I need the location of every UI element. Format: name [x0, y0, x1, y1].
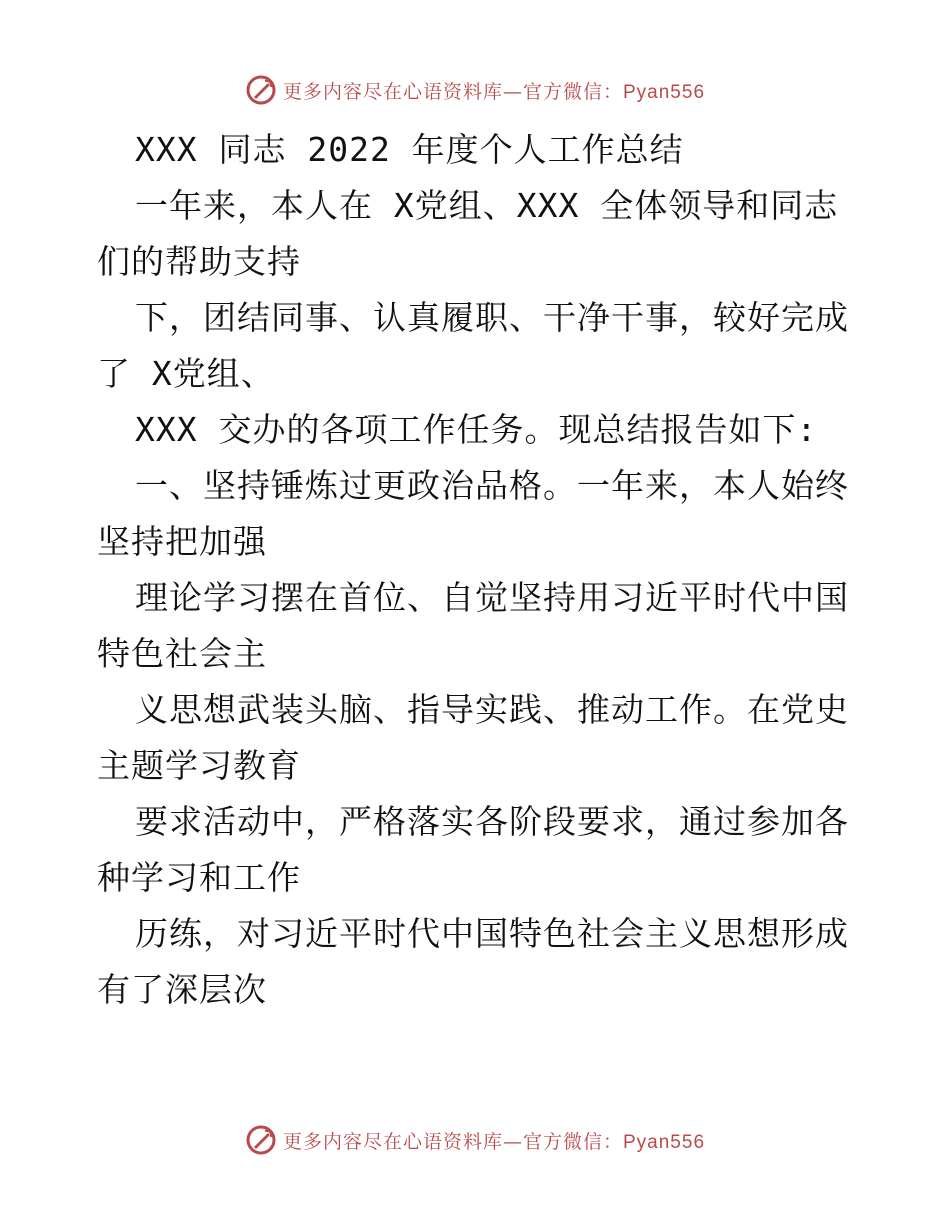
paragraph-line: 种学习和工作 — [97, 858, 301, 897]
footer-banner-text: 更多内容尽在心语资料库—官方微信：Pyan556 — [282, 1130, 706, 1153]
paragraph-line: 义思想武装头脑、指导实践、推动工作。在党史 — [135, 690, 849, 729]
header-banner-text: 更多内容尽在心语资料库—官方微信：Pyan556 — [282, 80, 706, 103]
paragraph-line: 坚持把加强 — [97, 522, 267, 561]
footer-wechat-id: Pyan556 — [623, 1131, 706, 1153]
paragraph-line: 一、坚持锤炼过更政治品格。一年来，本人始终 — [135, 466, 849, 505]
paragraph-line: 一年来，本人在 X党组、XXX 全体领导和同志 — [135, 186, 839, 225]
paragraph-line: XXX 交办的各项工作任务。现总结报告如下: — [135, 410, 818, 449]
paragraph-line: 主题学习教育 — [97, 746, 301, 785]
paragraph-line: 下，团结同事、认真履职、干净干事，较好完成 — [135, 298, 849, 337]
paragraph-line: 了 X党组、 — [97, 354, 275, 393]
quill-logo-icon — [245, 74, 277, 106]
document-body — [97, 122, 857, 1018]
quill-logo-icon — [245, 1124, 277, 1156]
header-wechat-id: Pyan556 — [623, 81, 706, 103]
paragraph-line: 历练，对习近平时代中国特色社会主义思想形成 — [135, 914, 849, 953]
header-banner — [0, 70, 950, 110]
paragraph-line: 特色社会主 — [97, 634, 267, 673]
document-title: XXX 同志 2022 年度个人工作总结 — [135, 130, 684, 169]
paragraph-line: 们的帮助支持 — [97, 242, 301, 281]
paragraph-line: 理论学习摆在首位、自觉坚持用习近平时代中国 — [135, 578, 849, 617]
paragraph-line: 有了深层次 — [97, 970, 267, 1009]
footer-banner — [0, 1120, 950, 1160]
paragraph-line: 要求活动中，严格落实各阶段要求，通过参加各 — [135, 802, 849, 841]
